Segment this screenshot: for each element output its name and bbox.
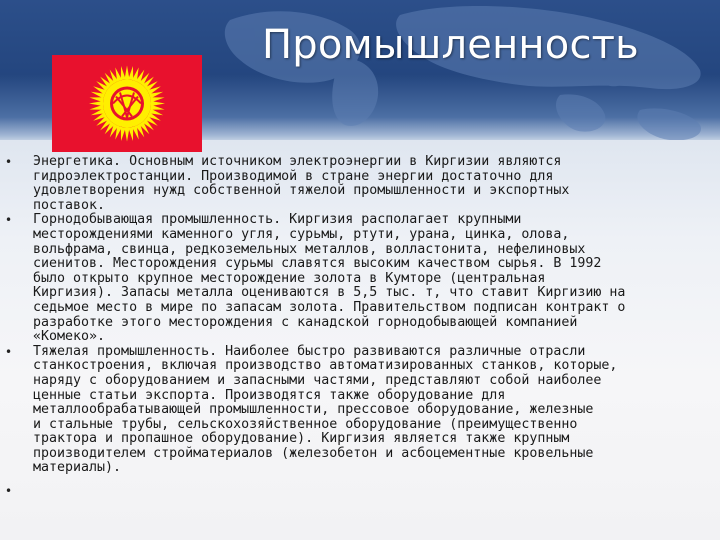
bullet-line: вольфрама, свинца, редкоземельных металлов, волластонита, нефелиновых — [33, 241, 586, 257]
bullet-line: трактора и пропашное оборудование). Киргизия является также крупным — [33, 431, 570, 447]
bullet-line: сиенитов. Месторождения сурьмы славятся высоким качеством сырья. В 1992 — [33, 256, 602, 272]
bullet-line: и стальные трубы, сельскохозяйственное оборудование (преимущественно — [33, 416, 578, 432]
bullet-marker: • — [5, 213, 13, 228]
bullet-marker: • — [5, 484, 13, 499]
bullet-line: ценные статьи экспорта. Производятся также оборудование для — [33, 387, 506, 403]
bullet-line: Киргизия). Запасы металла оцениваются в 5,5 тыс. т, что ставит Киргизию на — [33, 285, 626, 301]
slide-title: Промышленность — [262, 22, 639, 68]
bullet-line: производителем стройматериалов (железобетон и асбоцементные кровельные — [33, 445, 594, 461]
bullet-marker: • — [5, 344, 13, 359]
bullet-line: было открыто крупное месторождение золота в Кумторе (центральная — [33, 270, 546, 286]
bullet-list — [0, 155, 720, 499]
kyrgyzstan-flag-icon — [52, 55, 202, 152]
bullet-line: Тяжелая промышленность. Наиболее быстро развиваются различные отрасли — [33, 343, 586, 359]
bullet-marker: • — [5, 155, 13, 169]
bullet-line: «Комеко». — [33, 329, 106, 345]
bullet-line: наряду с оборудованием и запасными частями, представляют собой наиболее — [33, 372, 602, 388]
bullet-line: разработке этого месторождения с канадской горнодобывающей компанией — [33, 314, 578, 330]
bullet-item-empty — [0, 484, 720, 499]
bullet-line: седьмое место в мире по запасам золота. Правительством подписан контракт о — [33, 299, 626, 315]
bullet-line: материалы). — [33, 460, 122, 476]
bullet-item-heavy-industry — [0, 345, 720, 476]
bullet-item-energy — [0, 155, 720, 213]
bullet-line: удовлетворения нужд собственной тяжелой промышленности и экспортных — [33, 183, 570, 199]
bullet-line: станкостроения, включая производство автоматизированных станков, которые, — [33, 358, 618, 374]
bullet-line: Горнодобывающая промышленность. Киргизия располагает крупными — [33, 212, 522, 228]
bullet-line: месторождениями каменного угля, сурьмы, ртути, урана, цинка, олова, — [33, 226, 570, 242]
bullet-line: металлообрабатывающей промышленности, прессовое оборудование, железные — [33, 402, 594, 418]
bullet-line: Энергетика. Основным источником электроэнергии в Киргизии являются — [33, 154, 562, 169]
bullet-item-mining — [0, 213, 720, 344]
bullet-line: гидроэлектростанции. Производимой в стране энергии достаточно для — [33, 168, 554, 184]
bullet-line: поставок. — [33, 197, 106, 213]
